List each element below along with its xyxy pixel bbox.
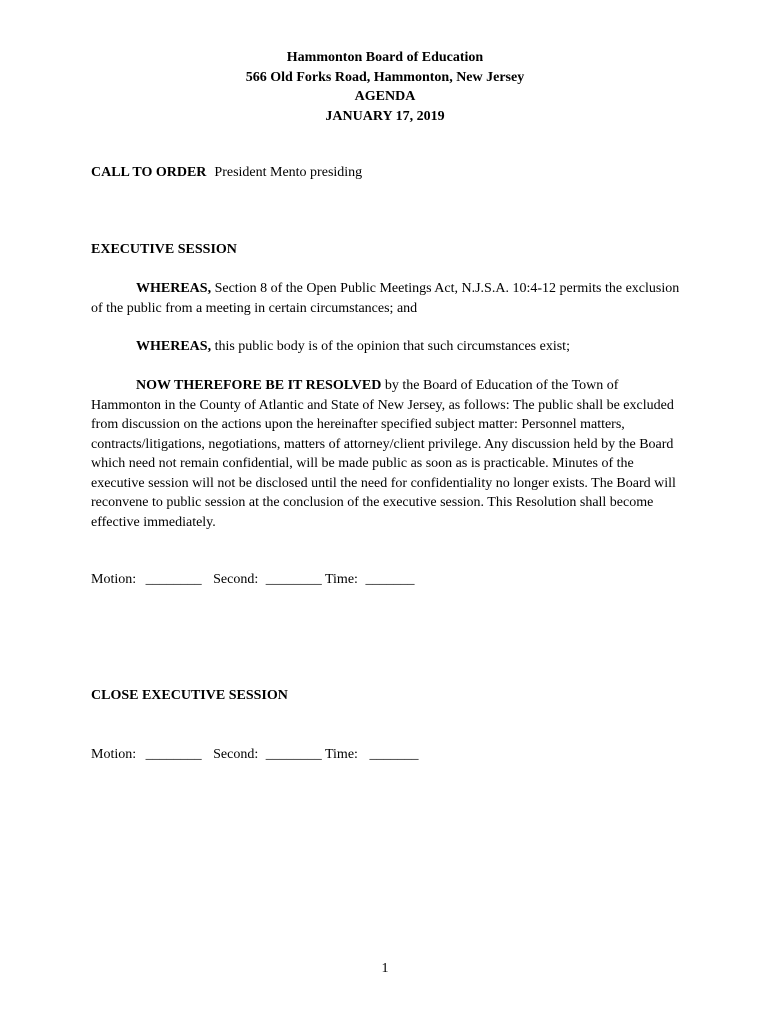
motion-blank[interactable]: ________ (145, 572, 202, 587)
document-type: AGENDA (354, 89, 416, 104)
resolution-paragraph (91, 376, 681, 532)
whereas-paragraph-2 (91, 337, 681, 357)
resolution-lead: NOW THEREFORE BE IT RESOLVED (136, 378, 382, 393)
motion-line-executive (91, 570, 681, 590)
page-number: 1 (381, 961, 389, 976)
whereas-lead-1: WHEREAS, (136, 281, 212, 296)
call-to-order (91, 163, 681, 183)
document-header (0, 48, 770, 126)
resolution-text: by the Board of Education of the Town of Hammonton in the County of Atlantic and State of New Jersey, as follows: The public shall be excluded from discussion on the actions upon the hereinafter specified subject matter: Personnel matters, contracts/litigations, negotiations, matters of attorney/client privilege. Any discussion held by the Board which need not remain confidential, will be made public as soon as is practicable. Minutes of the executive session will not be disclosed until the need for confidentiality no longer exists. The Board will reconvene to public session at the conclusion of the executive session. This Resolution shall become effective immediately. (91, 378, 676, 530)
meeting-date: JANUARY 17, 2019 (325, 108, 445, 124)
motion-blank[interactable]: ________ (145, 747, 202, 762)
whereas-paragraph-1 (91, 279, 681, 318)
whereas-text-2: this public body is of the opinion that such circumstances exist; (211, 339, 570, 354)
second-blank[interactable]: ________ (265, 572, 322, 587)
time-label: Time: (324, 747, 358, 762)
second-blank[interactable]: ________ (265, 747, 322, 762)
organization-address: 566 Old Forks Road, Hammonton, New Jersey (245, 69, 525, 85)
whereas-lead-2: WHEREAS, (136, 339, 212, 354)
time-blank[interactable]: _______ (369, 747, 419, 762)
organization-name: Hammonton Board of Education (286, 50, 484, 65)
motion-line-close (91, 745, 681, 765)
close-executive-session-heading: CLOSE EXECUTIVE SESSION (91, 688, 288, 703)
call-to-order-label: CALL TO ORDER (91, 165, 207, 180)
whereas-text-1: Section 8 of the Open Public Meetings Act, N.J.S.A. 10:4-12 permits the exclusion of the public from a meeting in certain circumstances; and (91, 281, 680, 316)
second-label: Second: (213, 572, 259, 587)
time-blank[interactable]: _______ (365, 572, 415, 587)
motion-label: Motion: (91, 572, 137, 587)
motion-label: Motion: (91, 747, 137, 762)
executive-session-heading: EXECUTIVE SESSION (91, 242, 237, 257)
second-label: Second: (213, 747, 259, 762)
time-label: Time: (324, 572, 358, 587)
call-to-order-text: President Mento presiding (214, 165, 363, 180)
